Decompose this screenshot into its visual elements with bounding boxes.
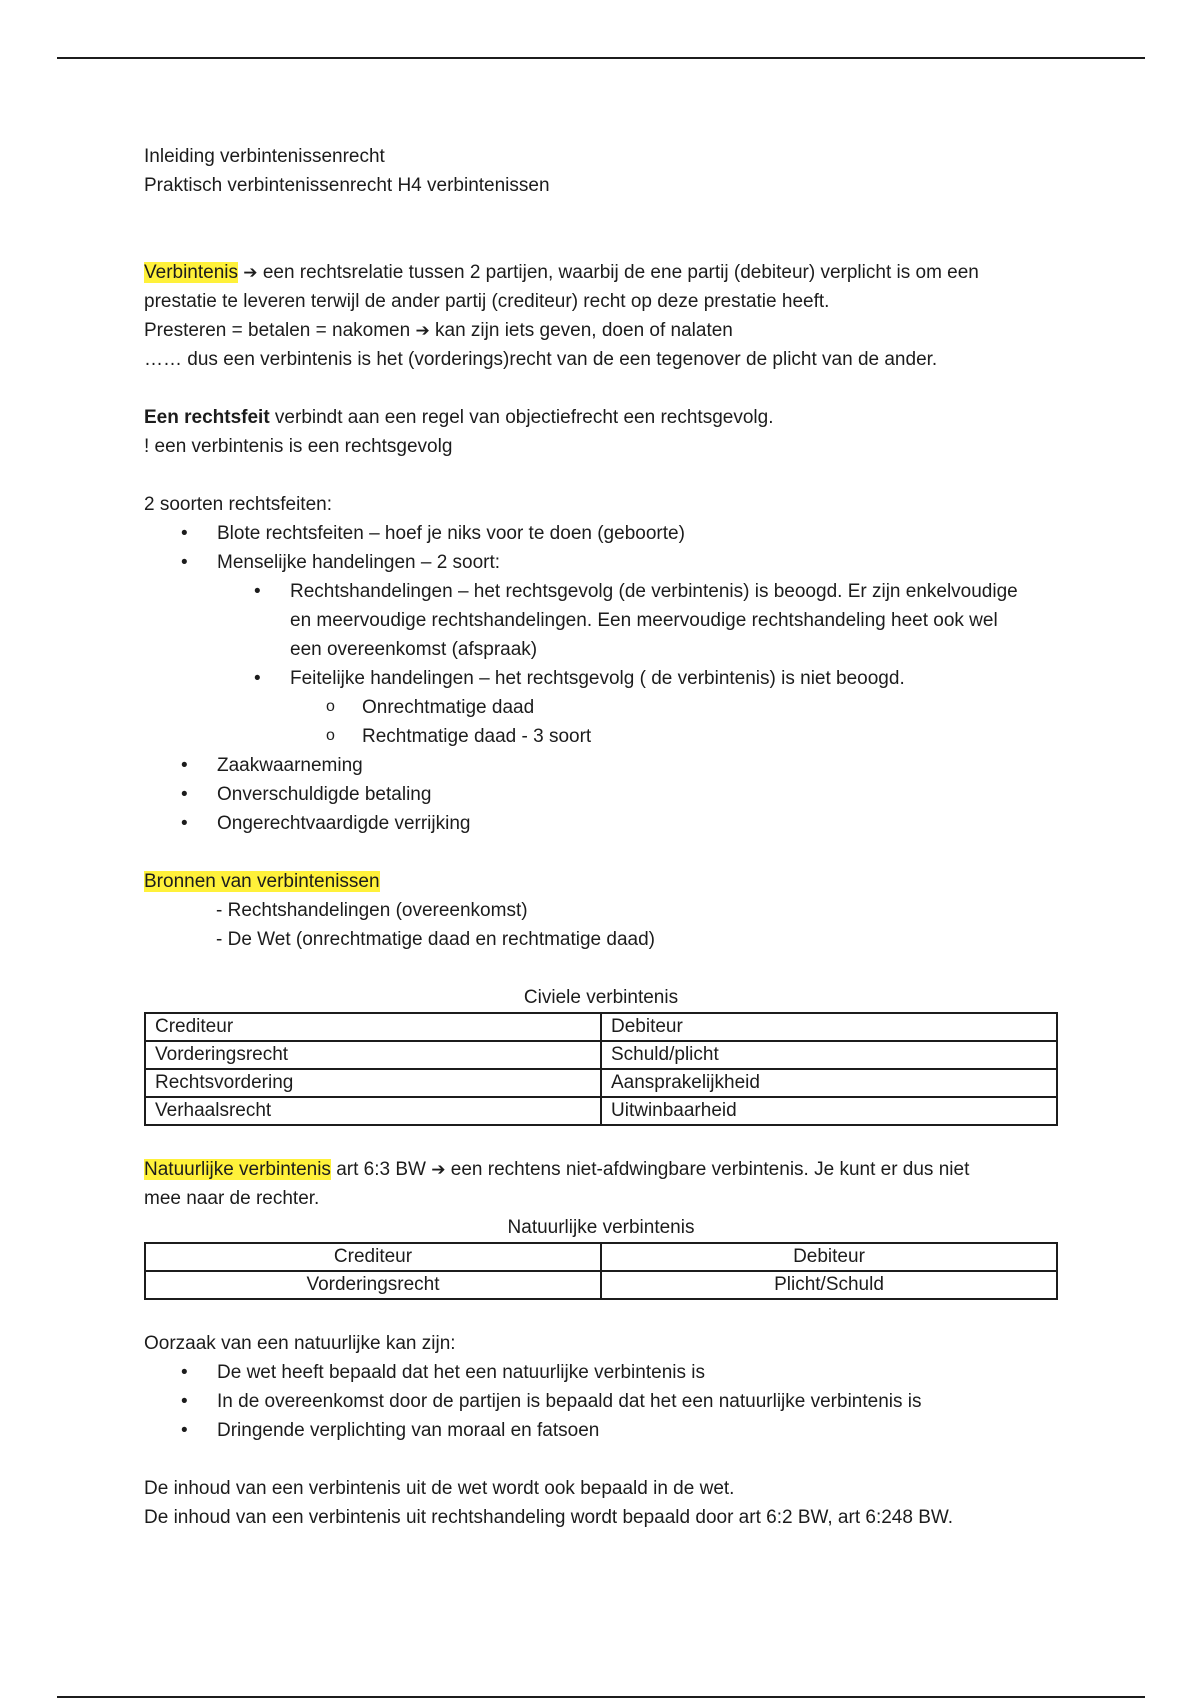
list-item: • De wet heeft bepaald dat het een natuurlijke verbintenis is — [144, 1358, 1064, 1387]
civiele-table-section — [144, 983, 1064, 1126]
oorzaak-heading: Oorzaak van een natuurlijke kan zijn: — [144, 1333, 456, 1354]
table-row — [145, 1097, 1057, 1125]
oorzaak-section — [144, 1329, 1064, 1445]
doc-subtitle: Praktisch verbintenissenrecht H4 verbintenissen — [144, 175, 550, 196]
bronnen-heading: Bronnen van verbintenissen — [144, 871, 380, 892]
list-item: • Onverschuldigde betaling — [144, 780, 1064, 809]
verbintenis-summary: …… dus een verbintenis is het (vorderings)recht van de een tegenover de plicht van de ander. — [144, 349, 938, 370]
natuurlijk-definition: een rechtens niet-afdwingbare verbintenis. Je kunt er dus niet — [445, 1159, 970, 1180]
soorten-section — [144, 490, 1064, 838]
rechtsfeit-section — [144, 403, 1064, 461]
list-item: • Blote rechtsfeiten – hoef je niks voor te doen (geboorte) — [144, 519, 1064, 548]
table-cell: Uitwinbaarheid — [601, 1097, 1057, 1125]
table-cell: Plicht/Schuld — [601, 1271, 1057, 1299]
civiele-verbintenis-table — [144, 1012, 1058, 1126]
list-item: • Zaakwaarneming — [144, 751, 1064, 780]
list-item: • In de overeenkomst door de partijen is bepaald dat het een natuurlijke verbintenis is — [144, 1387, 1064, 1416]
natuurlijk-definition-cont: mee naar de rechter. — [144, 1188, 320, 1209]
rechtsfeit-term: Een rechtsfeit — [144, 407, 270, 428]
table-cell: Debiteur — [601, 1243, 1057, 1271]
verbintenis-term: Verbintenis — [144, 262, 239, 283]
natuurlijk-term: Natuurlijke verbintenis — [144, 1159, 331, 1180]
table-caption: Natuurlijke verbintenis — [507, 1217, 695, 1238]
table-cell: Schuld/plicht — [601, 1041, 1057, 1069]
inhoud-line: De inhoud van een verbintenis uit de wet wordt ook bepaald in de wet. — [144, 1478, 735, 1499]
list-item: • Dringende verplichting van moraal en fatsoen — [144, 1416, 1064, 1445]
inhoud-section — [144, 1474, 1064, 1532]
bronnen-section — [144, 867, 1064, 954]
table-caption: Civiele verbintenis — [523, 987, 679, 1008]
table-cell: Rechtsvordering — [145, 1069, 601, 1097]
inhoud-line: De inhoud van een verbintenis uit rechtshandeling wordt bepaald door art 6:2 BW, art 6:248 BW. — [144, 1507, 954, 1528]
list-item: - De Wet (onrechtmatige daad en rechtmatige daad) — [216, 929, 655, 950]
natuurlijke-verbintenis-table — [144, 1242, 1058, 1300]
table-row — [145, 1041, 1057, 1069]
presteren-text-cont: kan zijn iets geven, doen of nalaten — [429, 320, 733, 341]
table-row — [145, 1069, 1057, 1097]
table-cell: Vorderingsrecht — [145, 1271, 601, 1299]
doc-title: Inleiding verbintenissenrecht — [144, 146, 385, 167]
arrow-right-icon: ➔ — [415, 321, 430, 340]
natuurlijk-section — [144, 1155, 1064, 1300]
list-item: • Feitelijke handelingen – het rechtsgevolg ( de verbintenis) is niet beoogd. — [144, 664, 1064, 693]
table-cell: Debiteur — [601, 1013, 1057, 1041]
verbintenis-section — [144, 258, 1064, 374]
rechtsfeit-note: ! een verbintenis is een rechtsgevolg — [144, 436, 453, 457]
table-cell: Crediteur — [145, 1013, 601, 1041]
list-item: • Menselijke handelingen – 2 soort: — [144, 548, 1064, 577]
bottom-rule — [57, 1696, 1145, 1698]
arrow-right-icon: ➔ — [243, 263, 258, 282]
table-cell: Verhaalsrecht — [145, 1097, 601, 1125]
verbintenis-definition: een rechtsrelatie tussen 2 partijen, waarbij de ene partij (debiteur) verplicht is om een — [257, 262, 979, 283]
rechtsfeit-definition: verbindt aan een regel van objectiefrecht een rechtsgevolg. — [269, 407, 774, 428]
list-item: o Rechtmatige daad - 3 soort — [144, 722, 1064, 751]
list-item: • Ongerechtvaardigde verrijking — [144, 809, 1064, 838]
list-item: o Onrechtmatige daad — [144, 693, 1064, 722]
arrow-right-icon: ➔ — [431, 1160, 446, 1179]
table-cell: Aansprakelijkheid — [601, 1069, 1057, 1097]
table-row — [145, 1271, 1057, 1299]
top-rule — [57, 57, 1145, 59]
table-row — [145, 1013, 1057, 1041]
list-item: • Rechtshandelingen – het rechtsgevolg (de verbintenis) is beoogd. Er zijn enkelvoudige en meervoudige rechtshandelingen. Een meervoudige rechtshandeling heet ook wel een overeenkomst (afspraak) — [144, 577, 1064, 664]
list-item: - Rechtshandelingen (overeenkomst) — [216, 900, 528, 921]
natuurlijk-art: art 6:3 BW — [330, 1159, 432, 1180]
presteren-text: Presteren = betalen = nakomen — [144, 320, 416, 341]
soorten-heading: 2 soorten rechtsfeiten: — [144, 494, 332, 515]
document-body — [144, 142, 1064, 1532]
table-cell: Crediteur — [145, 1243, 601, 1271]
table-cell: Vorderingsrecht — [145, 1041, 601, 1069]
table-row — [145, 1243, 1057, 1271]
verbintenis-definition-cont: prestatie te leveren terwijl de ander partij (crediteur) recht op deze prestatie heeft. — [144, 291, 830, 312]
